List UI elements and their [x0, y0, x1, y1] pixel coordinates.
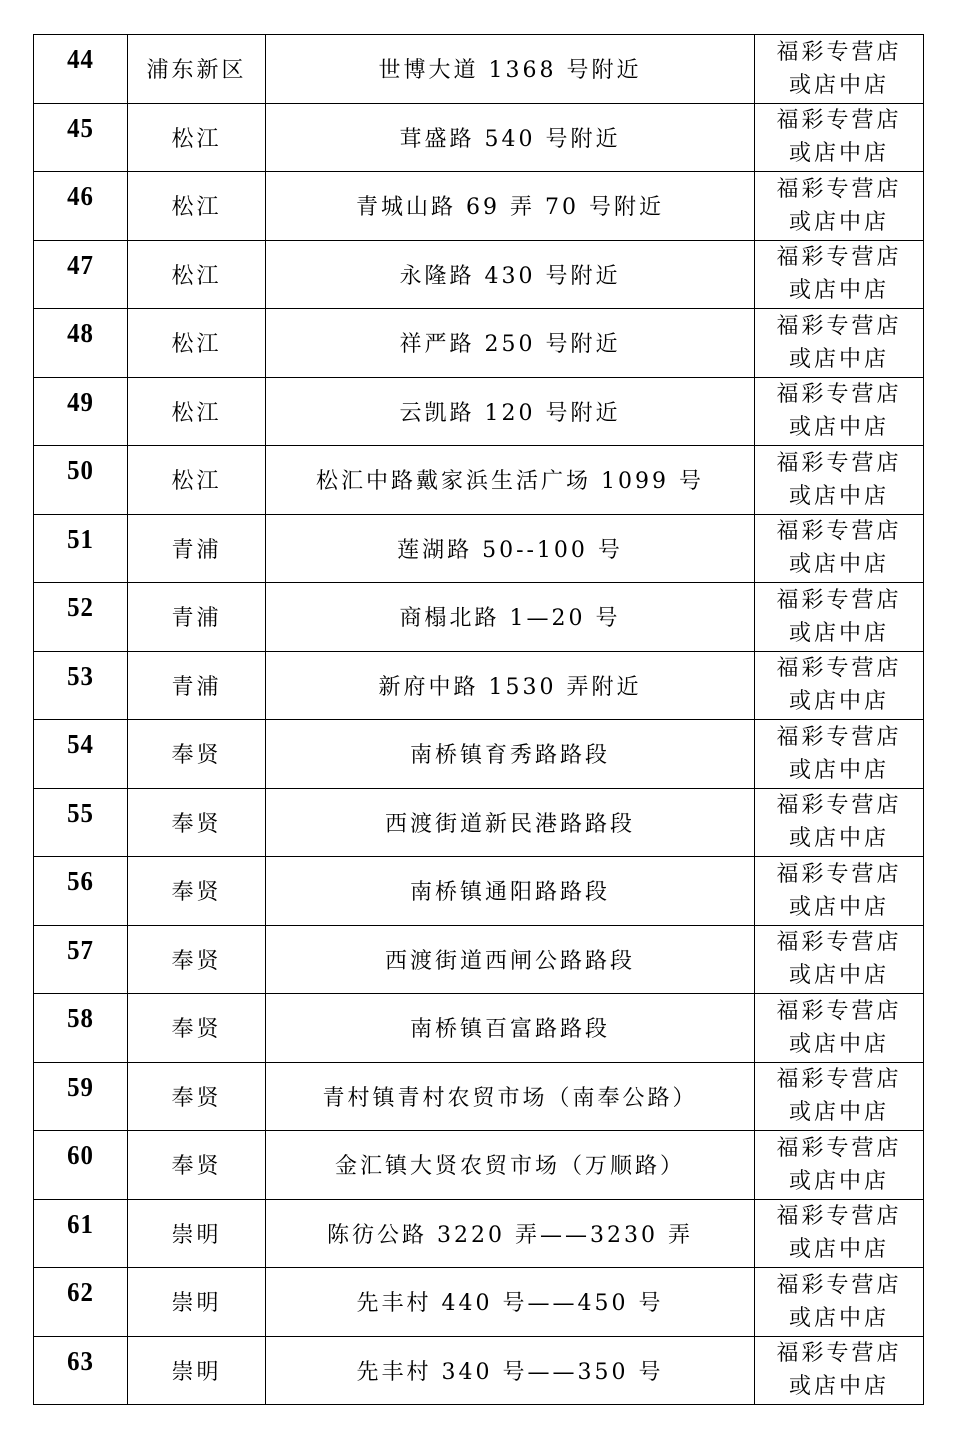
outlet-type-line-2: 或店中店 [788, 1374, 889, 1400]
outlet-type-line-1: 福彩专营店 [776, 39, 902, 65]
row-number-cell [34, 446, 128, 515]
table-row [34, 172, 924, 241]
address-cell: 西渡街道西闸公路路段 [266, 925, 755, 994]
district-cell: 青浦 [128, 583, 266, 652]
outlet-type-line-1: 福彩专营店 [776, 656, 902, 682]
row-number: 49 [67, 386, 94, 417]
outlet-type-line-1: 福彩专营店 [776, 382, 902, 408]
district-cell: 奉贤 [128, 1062, 266, 1131]
row-number: 54 [67, 729, 94, 759]
outlet-type-line-1: 福彩专营店 [776, 1067, 902, 1093]
row-number-cell [34, 1336, 128, 1405]
address-cell: 南桥镇通阳路路段 [266, 857, 755, 926]
address-cell: 先丰村 340 号——350 号 [266, 1336, 755, 1405]
row-number-cell [34, 925, 128, 994]
row-number: 57 [67, 934, 94, 965]
outlet-type-line-2: 或店中店 [788, 1305, 889, 1331]
district-cell: 松江 [128, 377, 266, 446]
outlet-type-cell [755, 1336, 924, 1405]
outlet-type-cell [755, 651, 924, 720]
outlet-type-cell [755, 309, 924, 378]
row-number: 62 [67, 1277, 94, 1307]
table-row [34, 583, 924, 652]
outlet-table [33, 34, 924, 1405]
address-cell: 陈彷公路 3220 弄——3230 弄 [266, 1199, 755, 1268]
row-number-cell [34, 103, 128, 172]
outlet-type-line-2: 或店中店 [788, 1100, 889, 1126]
outlet-type-line-1: 福彩专营店 [776, 245, 902, 271]
outlet-type-cell [755, 35, 924, 104]
district-cell: 崇明 [128, 1199, 266, 1268]
outlet-type-line-2: 或店中店 [788, 1168, 889, 1194]
outlet-type-line-1: 福彩专营店 [776, 176, 902, 202]
outlet-type-line-1: 福彩专营店 [776, 587, 902, 613]
outlet-type-line-1: 福彩专营店 [776, 108, 902, 134]
outlet-type-cell [755, 583, 924, 652]
district-cell: 奉贤 [128, 925, 266, 994]
address-cell: 青村镇青村农贸市场（南奉公路） [266, 1062, 755, 1131]
row-number: 60 [67, 1140, 94, 1170]
outlet-type-line-2: 或店中店 [788, 1237, 889, 1263]
row-number-cell [34, 583, 128, 652]
district-cell: 奉贤 [128, 994, 266, 1063]
outlet-type-line-1: 福彩专营店 [776, 724, 902, 750]
outlet-type-cell [755, 788, 924, 857]
row-number: 45 [67, 112, 94, 143]
table-row [34, 309, 924, 378]
row-number-cell [34, 720, 128, 789]
district-cell: 青浦 [128, 514, 266, 583]
outlet-type-line-2: 或店中店 [788, 141, 889, 167]
table-row [34, 994, 924, 1063]
outlet-type-line-2: 或店中店 [788, 346, 889, 372]
outlet-type-line-1: 福彩专营店 [776, 793, 902, 819]
outlet-type-cell [755, 446, 924, 515]
district-cell: 崇明 [128, 1336, 266, 1405]
table-row [34, 446, 924, 515]
outlet-type-line-2: 或店中店 [788, 963, 889, 989]
address-cell: 西渡街道新民港路路段 [266, 788, 755, 857]
row-number: 56 [67, 866, 94, 896]
table-row [34, 651, 924, 720]
row-number: 52 [67, 592, 94, 622]
district-cell: 青浦 [128, 651, 266, 720]
row-number: 53 [67, 660, 94, 691]
outlet-type-line-2: 或店中店 [788, 72, 889, 98]
table-row [34, 514, 924, 583]
table-row [34, 1199, 924, 1268]
table-row [34, 925, 924, 994]
outlet-type-line-2: 或店中店 [788, 620, 889, 646]
address-cell: 青城山路 69 弄 70 号附近 [266, 172, 755, 241]
row-number: 61 [67, 1208, 94, 1239]
outlet-type-line-2: 或店中店 [788, 552, 889, 578]
table-row [34, 1336, 924, 1405]
row-number: 44 [67, 44, 94, 74]
outlet-type-line-2: 或店中店 [788, 209, 889, 235]
outlet-type-cell [755, 377, 924, 446]
table-row [34, 720, 924, 789]
outlet-type-line-1: 福彩专营店 [776, 1135, 902, 1161]
outlet-type-line-1: 福彩专营店 [776, 930, 902, 956]
address-cell: 先丰村 440 号——450 号 [266, 1268, 755, 1337]
outlet-type-cell [755, 720, 924, 789]
table-row [34, 1062, 924, 1131]
outlet-type-cell [755, 1199, 924, 1268]
row-number-cell [34, 857, 128, 926]
row-number-cell [34, 377, 128, 446]
outlet-type-line-2: 或店中店 [788, 278, 889, 304]
address-cell: 南桥镇育秀路路段 [266, 720, 755, 789]
row-number-cell [34, 788, 128, 857]
outlet-type-line-2: 或店中店 [788, 894, 889, 920]
district-cell: 奉贤 [128, 720, 266, 789]
row-number: 48 [67, 318, 94, 348]
address-cell: 新府中路 1530 弄附近 [266, 651, 755, 720]
outlet-type-cell [755, 994, 924, 1063]
row-number: 47 [67, 249, 94, 280]
row-number-cell [34, 1062, 128, 1131]
outlet-type-line-1: 福彩专营店 [776, 998, 902, 1024]
row-number-cell [34, 309, 128, 378]
district-cell: 崇明 [128, 1268, 266, 1337]
outlet-type-line-2: 或店中店 [788, 757, 889, 783]
outlet-type-line-1: 福彩专营店 [776, 313, 902, 339]
outlet-type-line-1: 福彩专营店 [776, 861, 902, 887]
address-cell: 商榻北路 1—20 号 [266, 583, 755, 652]
district-cell: 浦东新区 [128, 35, 266, 104]
row-number: 63 [67, 1345, 94, 1376]
table-row [34, 1268, 924, 1337]
table-row [34, 1131, 924, 1200]
row-number-cell [34, 514, 128, 583]
address-cell: 松汇中路戴家浜生活广场 1099 号 [266, 446, 755, 515]
outlet-table-body [34, 35, 924, 1405]
address-cell: 世博大道 1368 号附近 [266, 35, 755, 104]
district-cell: 奉贤 [128, 857, 266, 926]
row-number: 58 [67, 1003, 94, 1033]
address-cell: 金汇镇大贤农贸市场（万顺路） [266, 1131, 755, 1200]
row-number-cell [34, 1131, 128, 1200]
outlet-type-line-2: 或店中店 [788, 689, 889, 715]
row-number: 46 [67, 181, 94, 211]
table-row [34, 103, 924, 172]
row-number: 55 [67, 797, 94, 828]
outlet-type-cell [755, 103, 924, 172]
district-cell: 松江 [128, 103, 266, 172]
table-row [34, 240, 924, 309]
district-cell: 松江 [128, 172, 266, 241]
outlet-type-line-1: 福彩专营店 [776, 1341, 902, 1367]
outlet-type-cell [755, 1268, 924, 1337]
district-cell: 松江 [128, 240, 266, 309]
address-cell: 永隆路 430 号附近 [266, 240, 755, 309]
row-number-cell [34, 651, 128, 720]
row-number: 59 [67, 1071, 94, 1102]
row-number: 50 [67, 455, 94, 485]
address-cell: 茸盛路 540 号附近 [266, 103, 755, 172]
outlet-type-cell [755, 1131, 924, 1200]
outlet-type-line-2: 或店中店 [788, 483, 889, 509]
outlet-type-line-2: 或店中店 [788, 415, 889, 441]
address-cell: 南桥镇百富路路段 [266, 994, 755, 1063]
outlet-type-line-1: 福彩专营店 [776, 519, 902, 545]
district-cell: 奉贤 [128, 1131, 266, 1200]
address-cell: 莲湖路 50--100 号 [266, 514, 755, 583]
table-row [34, 857, 924, 926]
row-number-cell [34, 994, 128, 1063]
table-row [34, 788, 924, 857]
district-cell: 松江 [128, 309, 266, 378]
row-number-cell [34, 1199, 128, 1268]
outlet-type-cell [755, 1062, 924, 1131]
address-cell: 祥严路 250 号附近 [266, 309, 755, 378]
district-cell: 奉贤 [128, 788, 266, 857]
row-number-cell [34, 35, 128, 104]
outlet-type-line-1: 福彩专营店 [776, 1272, 902, 1298]
table-row [34, 35, 924, 104]
outlet-type-cell [755, 925, 924, 994]
address-cell: 云凯路 120 号附近 [266, 377, 755, 446]
table-row [34, 377, 924, 446]
outlet-type-line-1: 福彩专营店 [776, 1204, 902, 1230]
outlet-type-cell [755, 240, 924, 309]
district-cell: 松江 [128, 446, 266, 515]
row-number-cell [34, 240, 128, 309]
row-number-cell [34, 172, 128, 241]
outlet-type-line-2: 或店中店 [788, 826, 889, 852]
outlet-type-line-2: 或店中店 [788, 1031, 889, 1057]
outlet-type-line-1: 福彩专营店 [776, 450, 902, 476]
outlet-type-cell [755, 857, 924, 926]
outlet-type-cell [755, 172, 924, 241]
row-number: 51 [67, 523, 94, 554]
row-number-cell [34, 1268, 128, 1337]
outlet-type-cell [755, 514, 924, 583]
